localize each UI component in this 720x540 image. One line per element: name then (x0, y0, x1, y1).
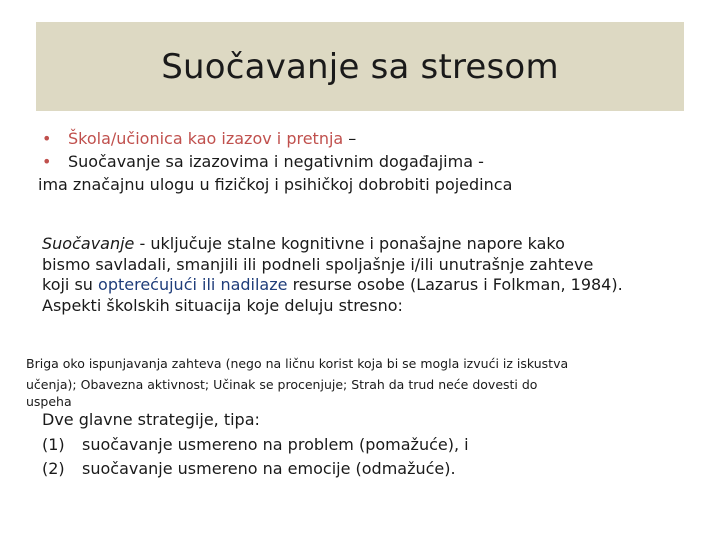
bullet-text: Škola/učionica kao izazov i pretnja (68, 129, 344, 148)
definition-line (42, 275, 690, 296)
title-bar (36, 22, 684, 111)
slide-title: Suočavanje sa stresom (161, 46, 559, 87)
aspects-line: učenja); Obavezna aktivnost; Učinak se procenjuje; Strah da trud neće dovesti do (26, 377, 538, 392)
definition-term: Suočavanje (42, 234, 135, 253)
bullet-continuation: ima značajnu ulogu u fizičkoj i psihičkoj dobrobiti pojedinca (38, 175, 513, 194)
aspects-text (26, 353, 696, 409)
bullet-list (38, 127, 682, 196)
strategies-list (42, 408, 692, 482)
strategy-item (42, 457, 692, 482)
definition-text: koji su (42, 275, 99, 294)
bullet-suffix: – (343, 129, 357, 148)
definition-line: bismo savladali, smanjili ili podneli spoljašnje i/ili unutrašnje zahteve (42, 254, 594, 274)
definition-text: - uključuje stalne kognitivne i ponašajne napore kako (134, 234, 565, 253)
definition-text: resurse osobe (Lazarus i Folkman, 1984). (287, 275, 623, 294)
strategies-intro: Dve glavne strategije, tipa: (42, 410, 260, 429)
strategy-text: suočavanje usmereno na problem (pomažuće), i (82, 434, 469, 454)
strategy-item (42, 433, 692, 458)
aspects-line: uspeha (26, 394, 72, 409)
bullet-text: Suočavanje sa izazovima i negativnim događajima - (68, 152, 484, 171)
strategy-number: (1) (42, 434, 65, 454)
aspects-line: Briga oko ispunjavanja zahteva (nego na ličnu korist koja bi se mogla izvući iz iskustva (26, 356, 569, 371)
definition-line (42, 234, 690, 255)
definition-line: Aspekti školskih situacija koje deluju stresno: (42, 295, 403, 315)
bullet-item (42, 127, 682, 150)
bullet-marker: • (42, 129, 52, 148)
bullet-marker: • (42, 152, 52, 171)
definition-paragraph (42, 234, 690, 316)
bullet-item (42, 150, 682, 173)
definition-highlight: opterećujući ili nadilaze (98, 275, 288, 294)
strategy-text: suočavanje usmereno na emocije (odmažuće). (82, 459, 456, 478)
strategy-number: (2) (42, 459, 65, 478)
